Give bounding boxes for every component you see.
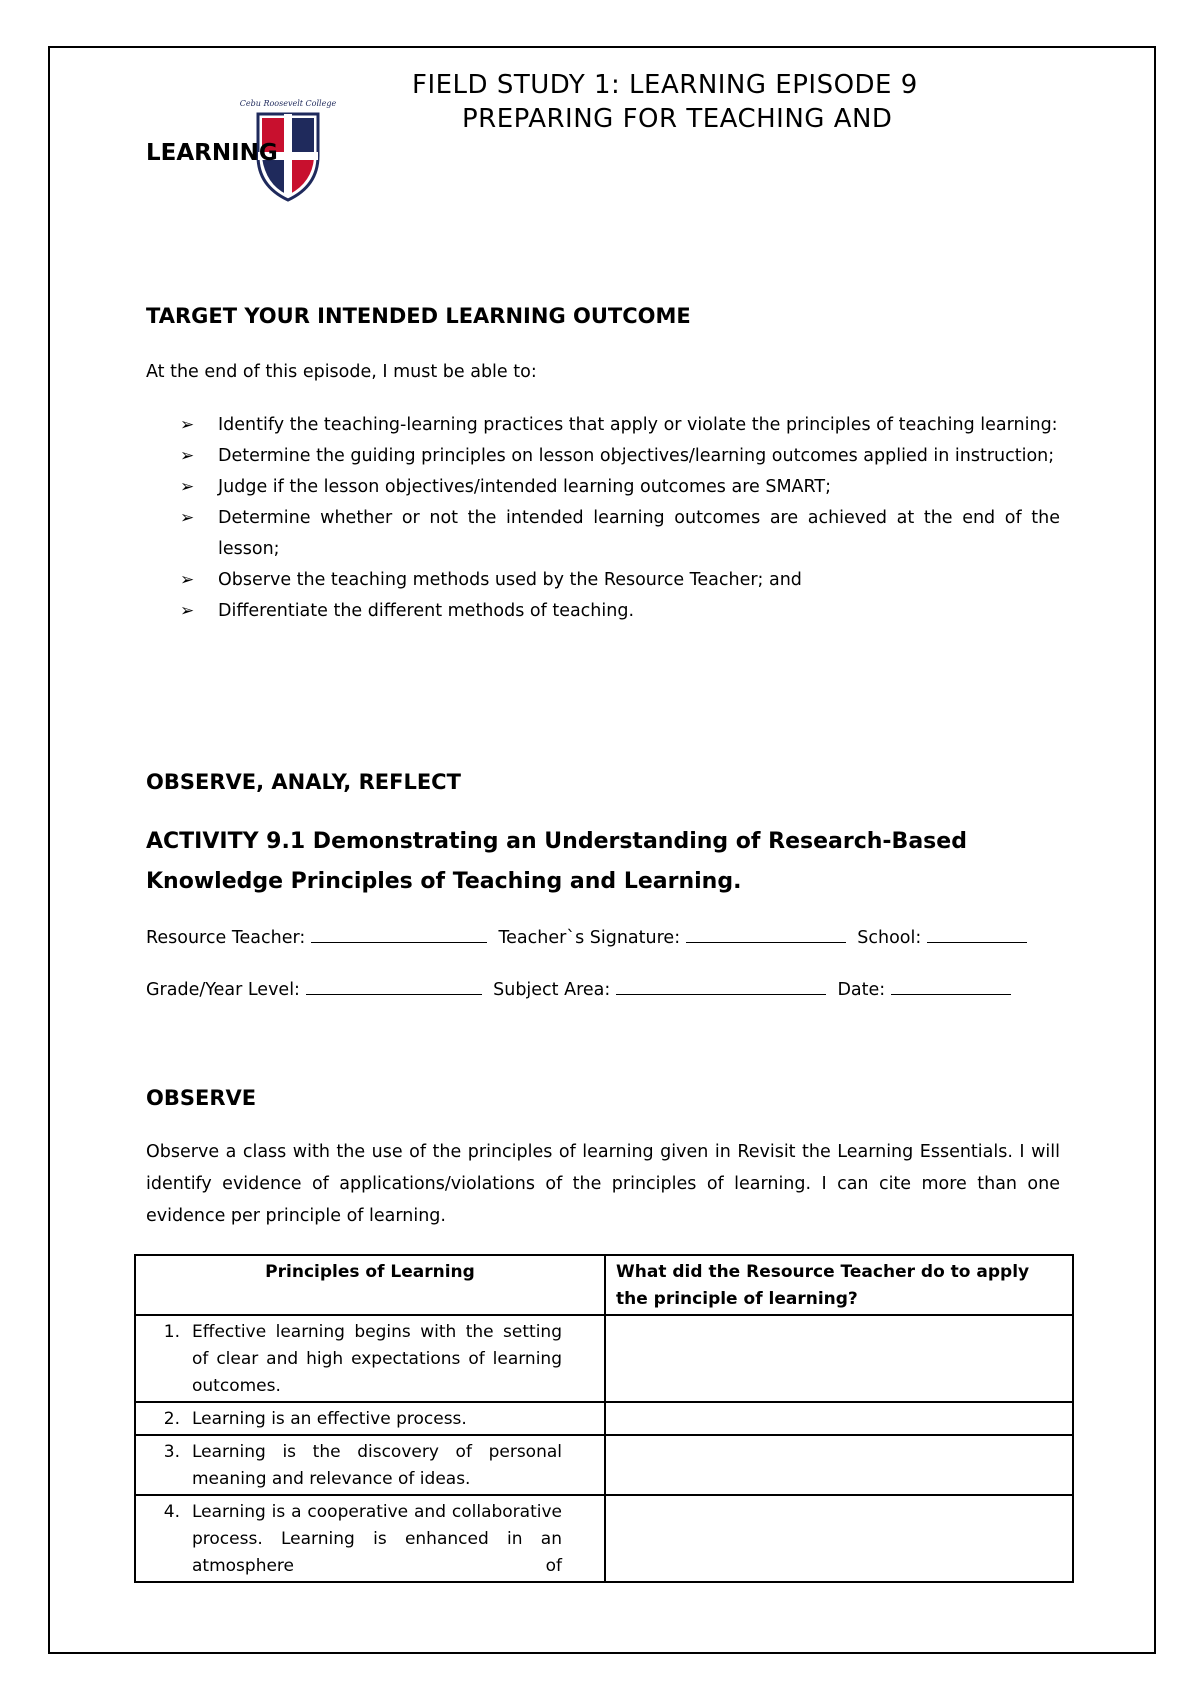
answer-cell[interactable] [605, 1402, 1073, 1435]
arrow-bullet-icon: ➢ [180, 477, 195, 497]
list-item: ➢ Differentiate the different methods of teaching. [146, 596, 1060, 627]
principle-cell: 4. Learning is a cooperative and collaborative process. Learning is enhanced in an atmosphere of [135, 1495, 605, 1582]
logo-text: Cebu Roosevelt College [239, 99, 337, 108]
principles-table [134, 1254, 1074, 1583]
principle-cell: 3. Learning is the discovery of personal meaning and relevance of ideas. [135, 1435, 605, 1495]
list-item: ➢ Identify the teaching-learning practices that apply or violate the principles of teaching learning: [146, 410, 1060, 441]
grade-level-label: Grade/Year Level: [146, 980, 300, 1000]
list-item: ➢ Observe the teaching methods used by the Resource Teacher; and [146, 565, 1060, 596]
table-row [135, 1435, 1073, 1495]
table-header-row [135, 1255, 1073, 1315]
class-fields-row [146, 978, 1017, 1000]
table-row [135, 1315, 1073, 1402]
observe-heading: OBSERVE [146, 1086, 257, 1110]
answer-cell[interactable] [605, 1435, 1073, 1495]
subject-area-blank[interactable] [616, 978, 826, 995]
target-intro: At the end of this episode, I must be able to: [146, 362, 537, 382]
list-item: ➢ Determine whether or not the intended learning outcomes are achieved at the end of the lesson; [146, 503, 1060, 565]
teacher-fields-row [146, 926, 1033, 948]
table-row [135, 1495, 1073, 1582]
target-heading: TARGET YOUR INTENDED LEARNING OUTCOME [146, 304, 691, 328]
date-blank[interactable] [891, 978, 1011, 995]
signature-label: Teacher`s Signature: [498, 928, 681, 948]
episode-title-line3: LEARNING [146, 140, 278, 166]
principles-column-header: Principles of Learning [135, 1255, 605, 1315]
observe-instructions: Observe a class with the use of the principles of learning given in Revisit the Learning Essentials. I will identify evidence of applications/violations of the principles of learning. I can cite more than one evidence per principle of learning. [146, 1142, 1060, 1226]
list-item: ➢ Determine the guiding principles on lesson objectives/learning outcomes applied in instruction; [146, 441, 1060, 472]
principle-cell: 2. Learning is an effective process. [135, 1402, 605, 1435]
answer-cell[interactable] [605, 1495, 1073, 1582]
principle-cell: 1. Effective learning begins with the setting of clear and high expectations of learning outcomes. [135, 1315, 605, 1402]
arrow-bullet-icon: ➢ [180, 446, 195, 466]
arrow-bullet-icon: ➢ [180, 601, 195, 621]
table-row [135, 1402, 1073, 1435]
arrow-bullet-icon: ➢ [180, 508, 195, 528]
episode-title-line2: PREPARING FOR TEACHING AND [462, 104, 893, 134]
grade-level-blank[interactable] [306, 978, 482, 995]
resource-teacher-blank[interactable] [311, 926, 487, 943]
outcome-list [146, 410, 1060, 627]
arrow-bullet-icon: ➢ [180, 415, 195, 435]
episode-title-line1: FIELD STUDY 1: LEARNING EPISODE 9 [412, 70, 918, 100]
observe-analyze-heading: OBSERVE, ANALY, REFLECT [146, 770, 461, 794]
resource-teacher-label: Resource Teacher: [146, 928, 306, 948]
school-blank[interactable] [927, 926, 1027, 943]
activity-title: ACTIVITY 9.1 Demonstrating an Understanding of Research-Based Knowledge Principles of Teaching and Learning. [146, 829, 967, 894]
answer-cell[interactable] [605, 1315, 1073, 1402]
teacher-action-column-header: What did the Resource Teacher do to apply the principle of learning? [605, 1255, 1073, 1315]
subject-area-label: Subject Area: [493, 980, 611, 1000]
school-label: School: [857, 928, 922, 948]
list-item: ➢ Judge if the lesson objectives/intended learning outcomes are SMART; [146, 472, 1060, 503]
arrow-bullet-icon: ➢ [180, 570, 195, 590]
date-label: Date: [837, 980, 886, 1000]
signature-blank[interactable] [686, 926, 846, 943]
